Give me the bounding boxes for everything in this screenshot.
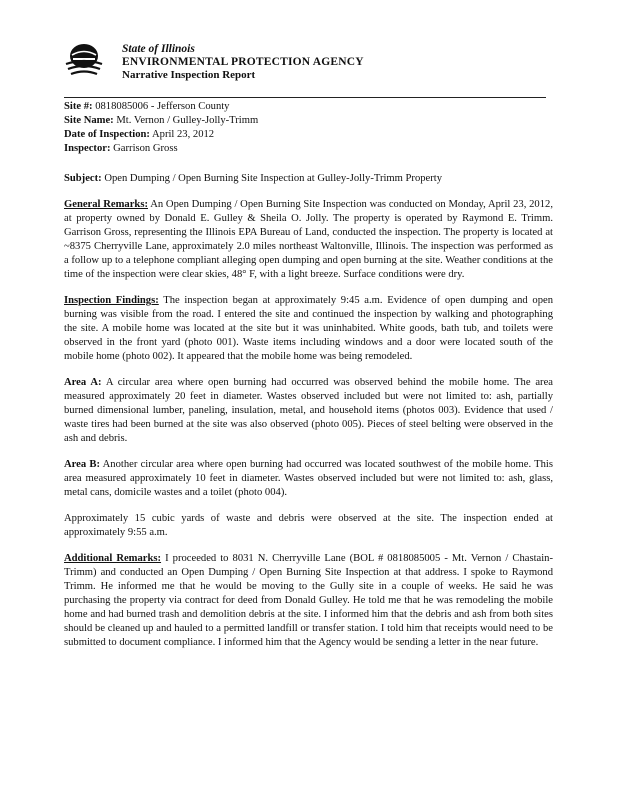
letterhead [122, 43, 364, 82]
inspector-label: Inspector: [64, 143, 111, 154]
area-a-heading: Area A: [64, 377, 102, 388]
area-b-text: Another circular area where open burning had occurred was located southwest of the mobile home. This area measured approximately 10 feet in diameter. Wastes observed included but were not limited to: ash, glass, metal cans, domicile wastes and a toilet (photo 004). [64, 459, 553, 498]
subject-text: Open Dumping / Open Burning Site Inspection at Gulley-Jolly-Trimm Property [104, 173, 443, 184]
inspection-date-row [64, 128, 258, 142]
inspection-date-label: Date of Inspection: [64, 129, 150, 140]
inspection-findings-paragraph [64, 294, 553, 364]
additional-remarks-heading: Additional Remarks: [64, 553, 162, 564]
area-b-paragraph [64, 458, 553, 500]
area-a-paragraph [64, 376, 553, 446]
site-name-value: Mt. Vernon / Gulley-Jolly-Trimm [116, 115, 259, 126]
inspector-row [64, 142, 258, 156]
subject-label: Subject: [64, 173, 102, 184]
inspection-date-value: April 23, 2012 [152, 129, 215, 140]
site-number-row [64, 100, 258, 114]
general-remarks-paragraph [64, 198, 553, 282]
site-name-label: Site Name: [64, 115, 114, 126]
header-divider [64, 97, 546, 98]
area-b-heading: Area B: [64, 459, 100, 470]
inspector-value: Garrison Gross [113, 143, 178, 154]
agency-name: ENVIRONMENTAL PROTECTION AGENCY [122, 56, 364, 68]
state-name: State of Illinois [122, 43, 195, 55]
subject-line [64, 172, 553, 186]
inspection-findings-heading: Inspection Findings: [64, 295, 159, 306]
inspection-findings-text: The inspection began at approximately 9:45 a.m. Evidence of open dumping and open burning was visible from the road. I entered the site and continued the inspection by walking and photographing the site. A mobile home was located at the site but it was uninhabited. White goods, bath tub, and toilets were observed in the front yard (photo 001). Waste items including windows and a door were located south of the mobile home (photo 002). It appeared that the mobile home was being remodeled. [64, 295, 553, 362]
report-type: Narrative Inspection Report [122, 69, 256, 81]
general-remarks-heading: General Remarks: [64, 199, 148, 210]
general-remarks-text: An Open Dumping / Open Burning Site Inspection was conducted on Monday, April 23, 2012, at property owned by Donald E. Gulley & Sheila O. Jolly. The property is operated by Raymond E. Trimm. Garrison Gross, representing the Illinois EPA Bureau of Land, conducted the inspection. The property is located at ~8375 Cherryville Lane, approximately 2.0 miles northeast Waltonville, Illinois. The inspection was performed as a follow up to a telephone compliant alleging open dumping and open burning at the site. Weather conditions at the time of the inspection were clear skies, 48° F, with a light breeze. Surface conditions were dry. [64, 199, 553, 280]
site-number-label: Site #: [64, 101, 93, 112]
additional-remarks-text: I proceeded to 8031 N. Cherryville Lane (BOL # 0818085005 - Mt. Vernon / Chastain-Trimm) and conducted an Open Dumping / Open Burning Site Inspection at that address. I spoke to Raymond Trimm. He informed me that he would be moving to the Gully site in a couple of weeks. He said he was purchasing the property via contract for deed from Donald Gulley. He told me that he was remodeling the mobile home and had burned trash and demolition debris at the site. I informed him that the debris and ash from both sites should be cleaned up and hauled to a permitted landfill or transfer station. I told him that receipts would need to be submitted to document compliance. I informed him that the Agency would be sending a letter in the near future. [64, 553, 553, 648]
illinois-epa-seal-icon [64, 44, 104, 76]
site-name-row [64, 114, 258, 128]
waste-volume-paragraph: Approximately 15 cubic yards of waste and debris were observed at the site. The inspection ended at approximately 9:55 a.m. [64, 513, 553, 538]
site-number-value: 0818085006 - Jefferson County [95, 101, 230, 112]
report-body [64, 172, 553, 650]
inspection-metadata [64, 100, 258, 156]
additional-remarks-paragraph [64, 552, 553, 650]
area-a-text: A circular area where open burning had occurred was observed behind the mobile home. The area measured approximately 20 feet in diameter. Wastes observed included but were not limited to: ash, partially burned dimensional lumber, paneling, insulation, metal, and household items (photos 003). Evidence that used / waste tires had been burned at the site was also observed (photo 005). Pieces of steel belting were observed in the ash and debris. [64, 377, 553, 444]
